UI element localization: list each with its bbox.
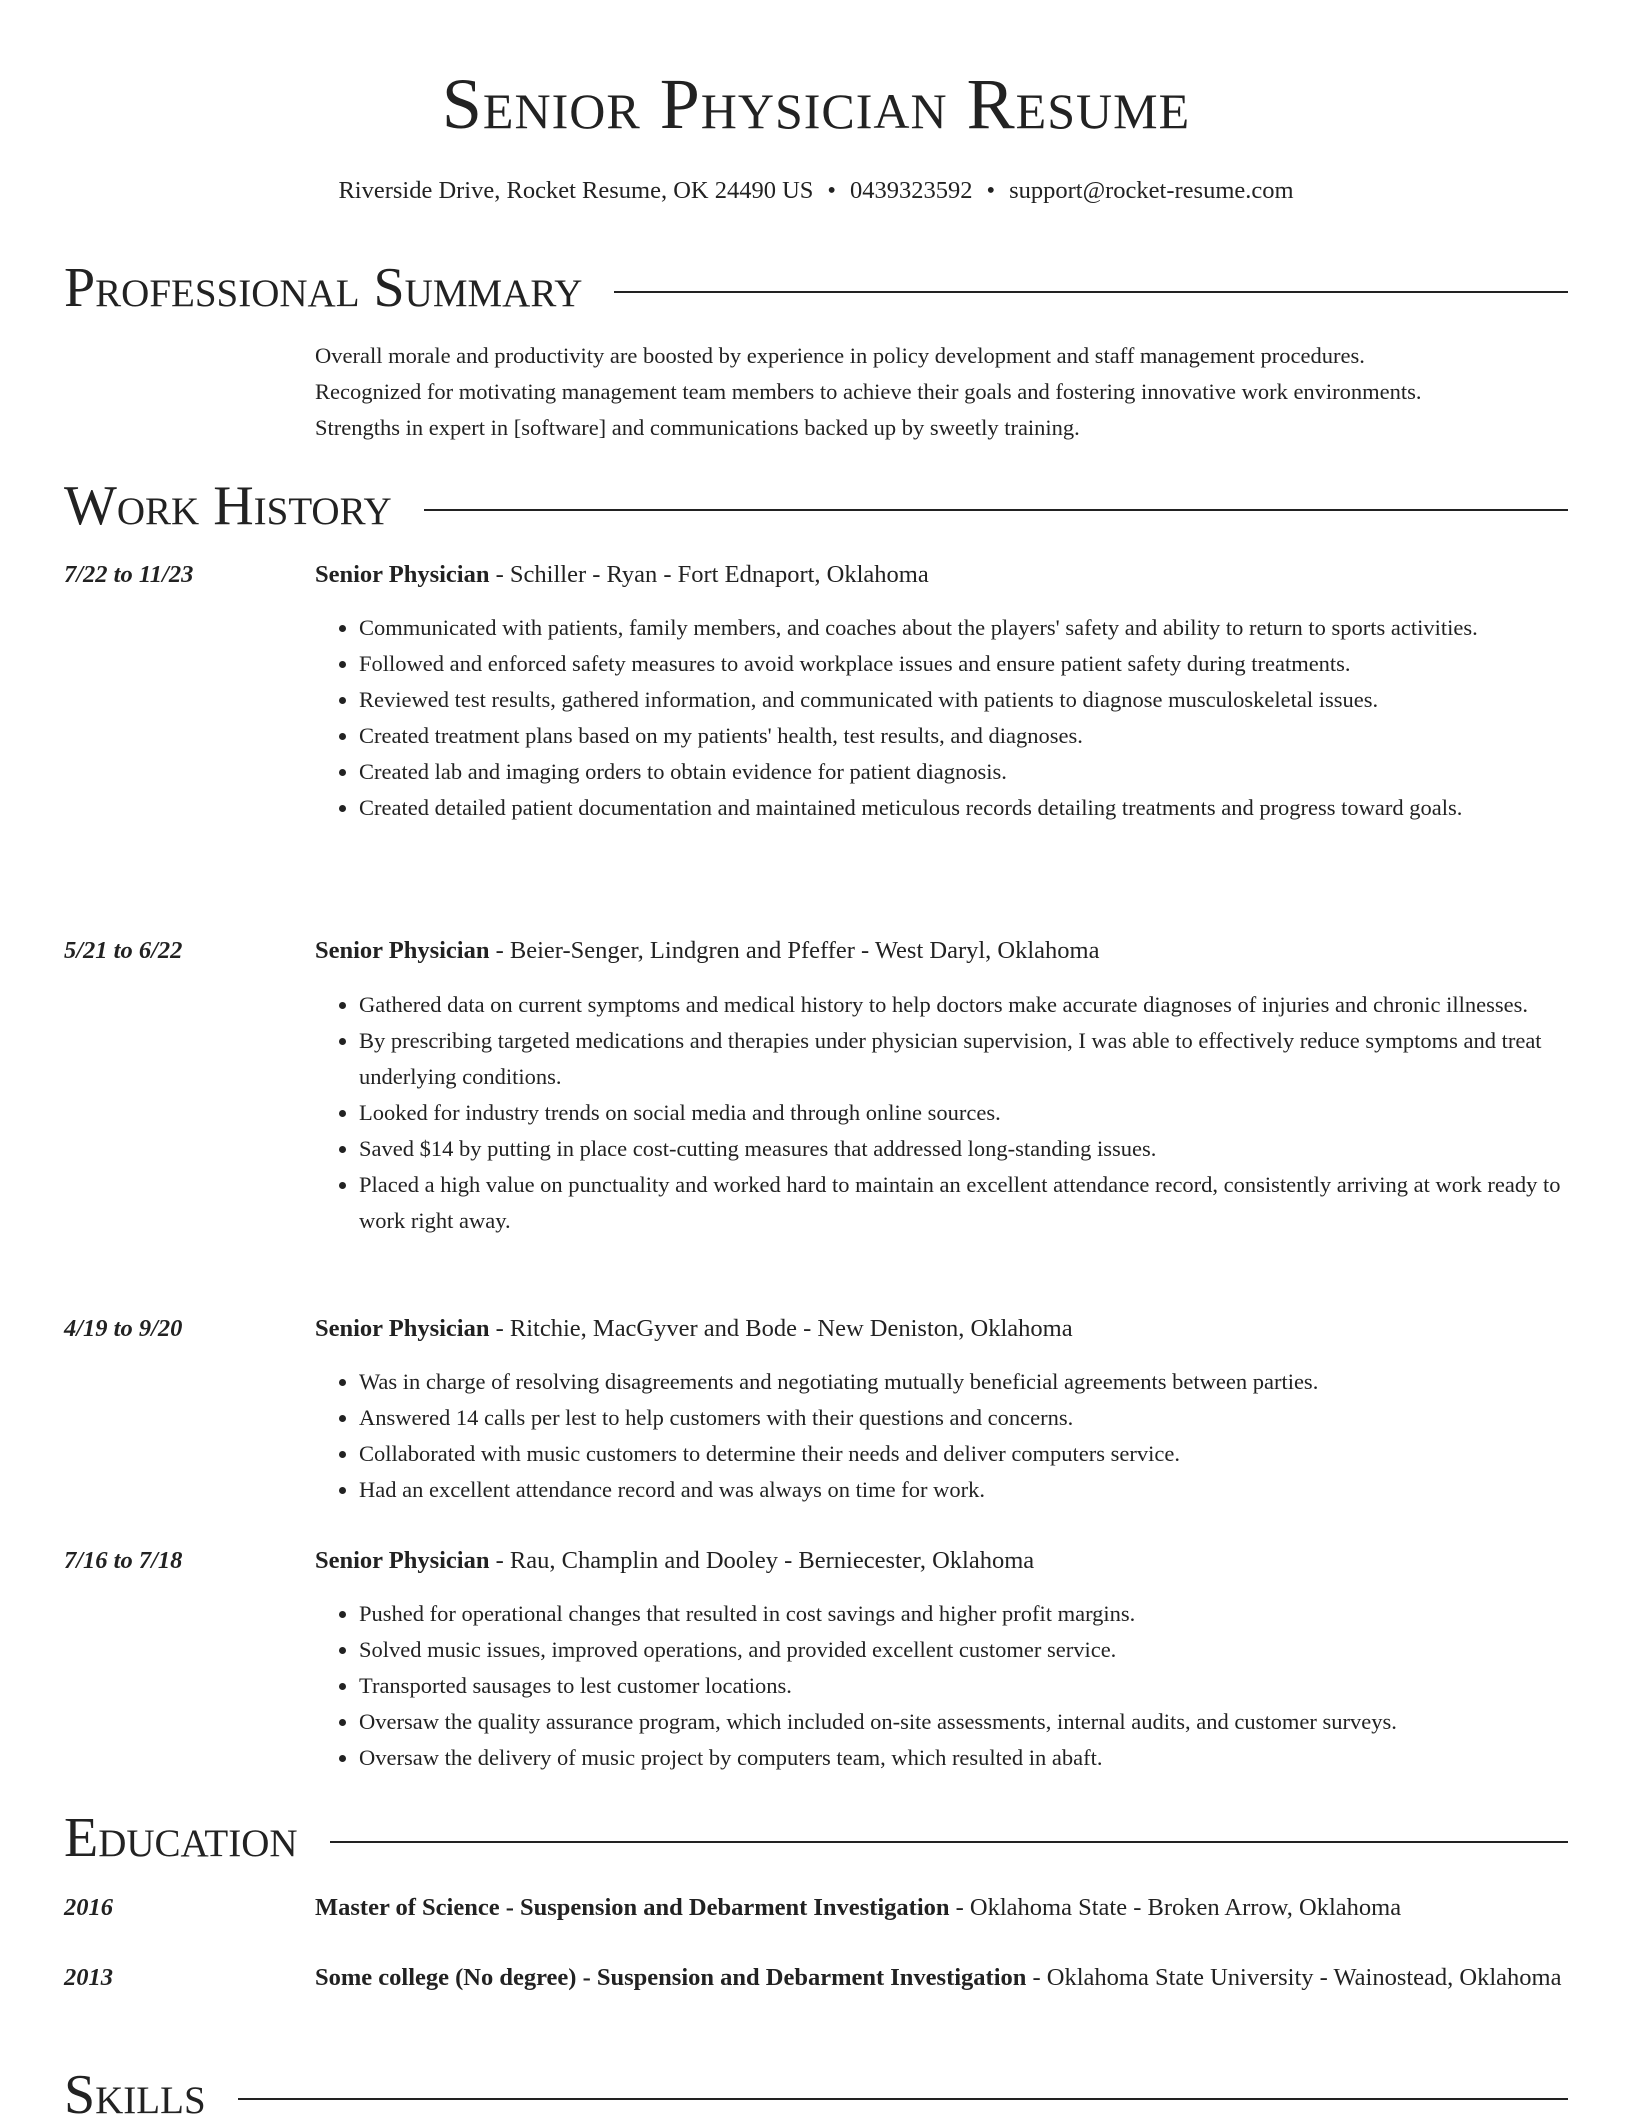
section-heading: Education — [64, 1807, 298, 1869]
job-bullet: • Created detailed patient documentation and maintained meticulous records detailing treatments and progress toward goals. — [359, 790, 1612, 826]
contact-separator: • — [986, 177, 996, 204]
job-bullet: • Communicated with patients, family members, and coaches about the players' safety and ability to return to sports activities. — [359, 610, 1612, 646]
section-divider — [330, 1841, 1568, 1843]
job-heading — [315, 1544, 1568, 1578]
job-bullet: • Created lab and imaging orders to obtain evidence for patient diagnosis. — [359, 754, 1612, 790]
section-heading: Work History — [64, 475, 392, 537]
job-bullet: • Reviewed test results, gathered information, and communicated with patients to diagnose musculoskeletal issues. — [359, 682, 1612, 718]
summary-text — [315, 338, 1568, 446]
section-heading: Professional Summary — [64, 257, 583, 319]
job-bullet: • Saved $14 by putting in place cost-cutting measures that addressed long-standing issues. — [359, 1131, 1612, 1167]
job-bullet: • Answered 14 calls per lest to help customers with their questions and concerns. — [359, 1400, 1612, 1436]
contact-line — [0, 174, 1632, 208]
contact-separator: • — [827, 177, 836, 204]
job-bullets — [315, 1364, 1612, 1508]
job-dates: 4/19 to 9/20 — [64, 1315, 183, 1342]
job-details: - Schiller - Ryan - Fort Ednaport, Oklahoma — [489, 561, 929, 588]
job-bullet: • Placed a high value on punctuality and worked hard to maintain an excellent attendance record, consistently arriving at work ready to work right away. — [359, 1167, 1612, 1239]
job-title: Senior Physician — [315, 937, 490, 964]
address-text: Riverside Drive, Rocket Resume, OK 24490 US — [338, 177, 814, 204]
job-details: - Rau, Champlin and Dooley - Berniecester, Oklahoma — [489, 1547, 1035, 1574]
job-bullet: • Oversaw the delivery of music project by computers team, which resulted in abaft. — [359, 1740, 1612, 1776]
job-dates: 7/22 to 11/23 — [64, 561, 194, 588]
section-heading: Skills — [64, 2064, 206, 2126]
job-bullet: • By prescribing targeted medications and therapies under physician supervision, I was able to effectively reduce symptoms and treat underlying conditions. — [359, 1023, 1612, 1095]
job-bullet: • Followed and enforced safety measures to avoid workplace issues and ensure patient safety during treatments. — [359, 646, 1612, 682]
job-bullets — [315, 1596, 1612, 1776]
summary-line: Recognized for motivating management team members to achieve their goals and fostering innovative work environments. — [315, 379, 1422, 404]
job-bullets — [315, 610, 1612, 826]
job-heading — [315, 1312, 1568, 1346]
job-bullet: • Had an excellent attendance record and was always on time for work. — [359, 1472, 1612, 1508]
job-heading — [315, 558, 1568, 592]
job-bullet: • Solved music issues, improved operations, and provided excellent customer service. — [359, 1632, 1612, 1668]
email-link[interactable]: support@rocket-resume.com — [1009, 177, 1294, 204]
job-details: - Ritchie, MacGyver and Bode - New Deniston, Oklahoma — [489, 1315, 1073, 1342]
job-bullet: • Looked for industry trends on social media and through online sources. — [359, 1095, 1612, 1131]
section-education — [64, 1808, 1568, 1868]
education-entry — [315, 1888, 1568, 1928]
job-bullet: • Collaborated with music customers to determine their needs and deliver computers service. — [359, 1436, 1612, 1472]
section-divider — [238, 2098, 1568, 2100]
education-details: - Oklahoma State University - Wainostead, Oklahoma — [1026, 1964, 1562, 1991]
job-bullet: • Pushed for operational changes that resulted in cost savings and higher profit margins. — [359, 1596, 1612, 1632]
job-bullet: • Oversaw the quality assurance program, which included on-site assessments, internal audits, and customer surveys. — [359, 1704, 1612, 1740]
page-title: Senior Physician Resume — [441, 64, 1191, 144]
section-skills — [64, 2065, 1568, 2125]
job-details: - Beier-Senger, Lindgren and Pfeffer - West Daryl, Oklahoma — [489, 937, 1100, 964]
job-bullet: • Was in charge of resolving disagreements and negotiating mutually beneficial agreements between parties. — [359, 1364, 1612, 1400]
job-dates: 5/21 to 6/22 — [64, 937, 183, 964]
section-divider — [614, 291, 1568, 293]
education-entry — [315, 1958, 1568, 1998]
education-details: - Oklahoma State - Broken Arrow, Oklahoma — [949, 1894, 1402, 1921]
education-degree: Master of Science - Suspension and Debarment Investigation — [315, 1894, 950, 1921]
education-year: 2016 — [64, 1894, 113, 1921]
job-bullet: • Gathered data on current symptoms and medical history to help doctors make accurate diagnoses of injuries and chronic illnesses. — [359, 987, 1612, 1023]
section-divider — [424, 509, 1568, 511]
job-bullets — [315, 987, 1612, 1239]
job-bullet: • Transported sausages to lest customer locations. — [359, 1668, 1612, 1704]
job-title: Senior Physician — [315, 1547, 490, 1574]
education-year: 2013 — [64, 1964, 113, 1991]
job-heading — [315, 934, 1568, 968]
job-dates: 7/16 to 7/18 — [64, 1547, 183, 1574]
summary-line: Overall morale and productivity are boosted by experience in policy development and staff management procedures. — [315, 343, 1365, 368]
section-work-history — [64, 476, 1568, 536]
education-degree: Some college (No degree) - Suspension and Debarment Investigation — [315, 1964, 1027, 1991]
phone-text: 0439323592 — [849, 177, 973, 204]
section-summary — [64, 258, 1568, 318]
job-title: Senior Physician — [315, 561, 490, 588]
job-bullet: • Created treatment plans based on my patients' health, test results, and diagnoses. — [359, 718, 1612, 754]
summary-line: Strengths in expert in [software] and communications backed up by sweetly training. — [315, 415, 1080, 440]
job-title: Senior Physician — [315, 1315, 490, 1342]
